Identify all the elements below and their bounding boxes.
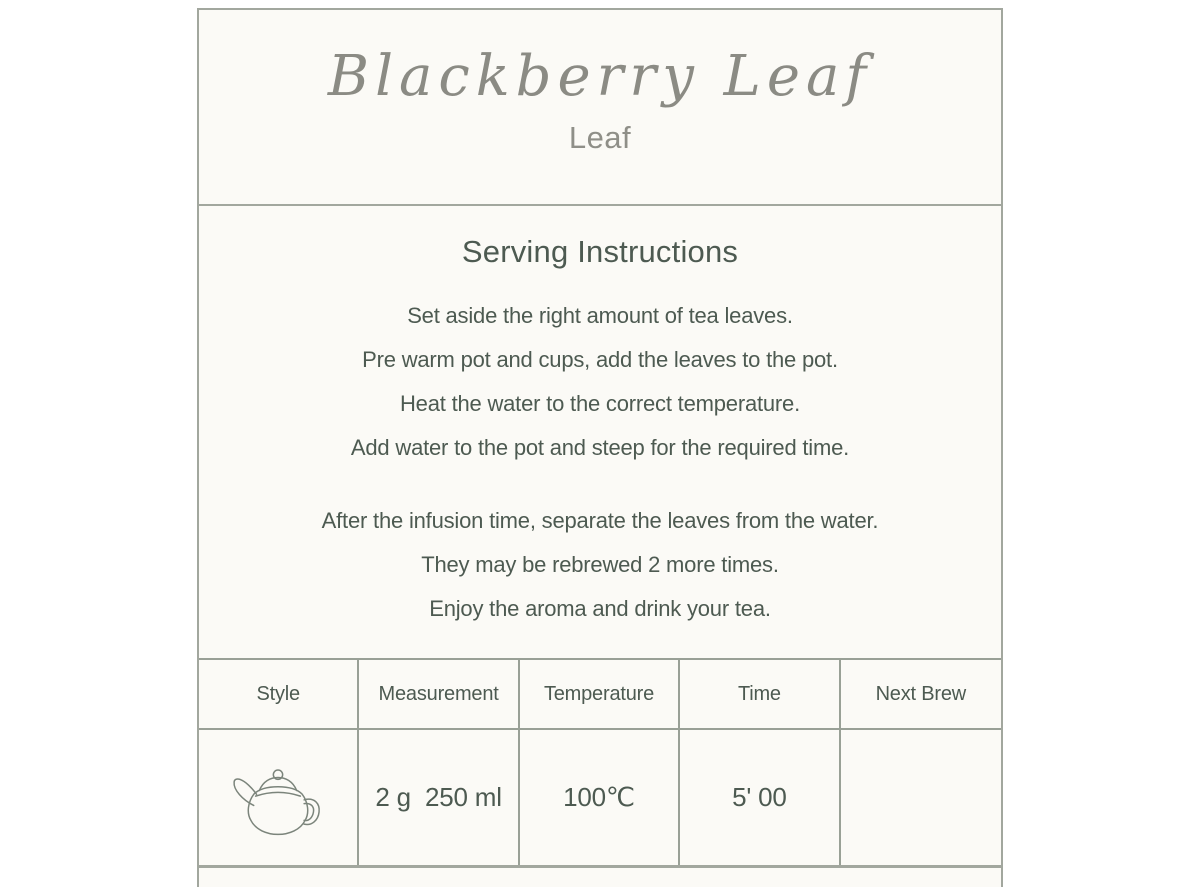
instruction-step: They may be rebrewed 2 more times. bbox=[421, 552, 779, 577]
instruction-step: Heat the water to the correct temperature. bbox=[399, 391, 801, 416]
table-row bbox=[199, 730, 1001, 868]
instruction-step: Pre warm pot and cups, add the leaves to the pot. bbox=[362, 347, 838, 372]
column-header-time: Time bbox=[680, 660, 840, 728]
tea-subtitle: Leaf bbox=[568, 119, 632, 155]
serving-instructions-heading: Serving Instructions bbox=[461, 234, 739, 269]
teapot-icon bbox=[222, 754, 334, 842]
footer-strip bbox=[199, 868, 1001, 884]
tea-label-card bbox=[197, 8, 1003, 887]
temperature-cell: 100℃ bbox=[520, 730, 680, 865]
serving-instructions-section bbox=[199, 206, 1001, 658]
style-cell bbox=[199, 730, 359, 865]
column-header-measurement: Measurement bbox=[359, 660, 519, 728]
card-header bbox=[199, 10, 1001, 206]
column-header-temperature: Temperature bbox=[520, 660, 680, 728]
instruction-step: Enjoy the aroma and drink your tea. bbox=[429, 596, 771, 621]
measurement-cell: 2 g 250 ml bbox=[359, 730, 519, 865]
column-header-style: Style bbox=[199, 660, 359, 728]
time-cell: 5' 00 bbox=[680, 730, 840, 865]
instruction-step: Set aside the right amount of tea leaves. bbox=[407, 303, 793, 328]
brew-parameters-table bbox=[199, 658, 1001, 868]
instruction-step: After the infusion time, separate the leaves from the water. bbox=[321, 508, 879, 533]
column-header-next-brew: Next Brew bbox=[875, 682, 967, 705]
next-brew-cell bbox=[841, 730, 1001, 865]
tea-title: Blackberry Leaf bbox=[327, 44, 873, 109]
table-header-row bbox=[199, 660, 1001, 730]
instruction-step: Add water to the pot and steep for the required time. bbox=[350, 435, 850, 460]
instructions-group-gap bbox=[199, 470, 1001, 499]
